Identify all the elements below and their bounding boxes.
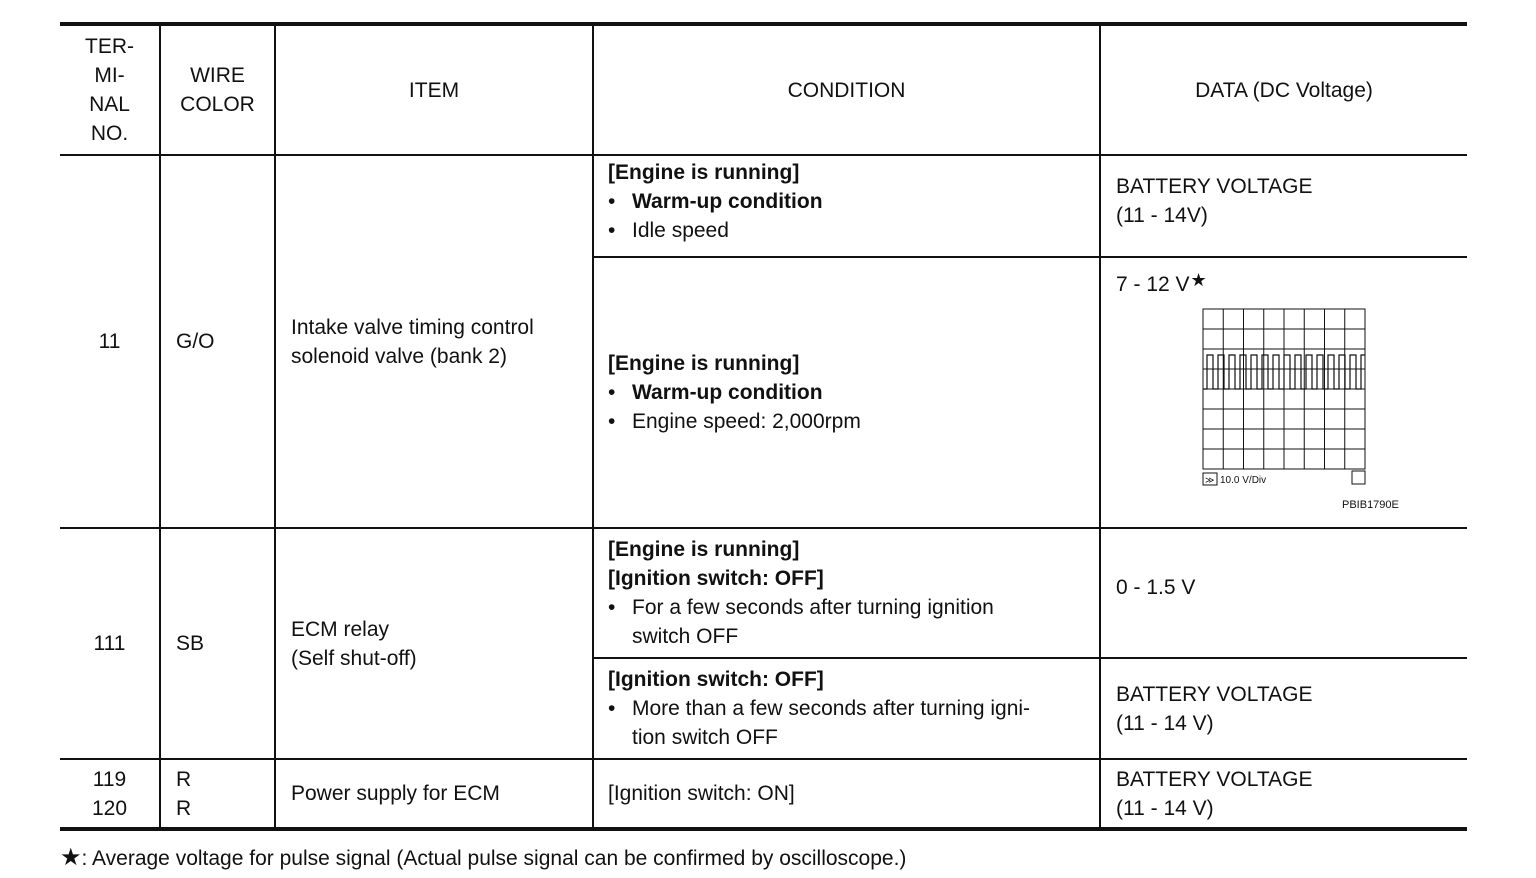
condition-cell [593, 528, 1100, 658]
pulse-trace [1203, 355, 1365, 389]
bullet-text: Warm-up condition [632, 190, 823, 213]
item-cell: Power supply for ECM [275, 759, 593, 829]
wire-color-cell: SB [160, 528, 275, 759]
bullet-glyph: • [608, 190, 616, 213]
item-line: (Self shut-off) [291, 646, 417, 670]
condition-title: [Ignition switch: OFF] [608, 668, 824, 691]
data-line: BATTERY VOLTAGE [1116, 767, 1313, 791]
scale-label: 10.0 V/Div [1220, 475, 1267, 486]
wire-color-cell [160, 759, 275, 829]
condition-cell [593, 257, 1100, 528]
header-wire-line: WIRE [190, 64, 245, 87]
data-cell [1100, 658, 1467, 759]
terminal-cell [60, 759, 160, 829]
data-line: BATTERY VOLTAGE [1116, 682, 1313, 706]
footnote-text: : Average voltage for pulse signal (Actual pulse signal can be confirmed by oscilloscope.) [81, 847, 907, 870]
condition-bullet [608, 187, 1085, 216]
ecm-terminal-table [60, 22, 1467, 831]
bullet-glyph: • [608, 697, 616, 720]
header-terminal-line: NO. [90, 122, 129, 145]
figure-code: PBIB1790E [1342, 499, 1399, 511]
header-item: ITEM [275, 24, 593, 155]
bullet-glyph: • [608, 410, 616, 433]
corner-box [1352, 471, 1365, 484]
header-data: DATA (DC Voltage) [1100, 24, 1467, 155]
bullet-line: More than a few seconds after turning igni- [632, 697, 1031, 720]
terminal-line: 119 [92, 767, 127, 791]
header-terminal-line: MI- [94, 64, 125, 87]
star-icon: ★ [60, 844, 82, 871]
wire-line: R [176, 767, 192, 791]
condition-bullet [608, 694, 1085, 752]
condition-title: [Engine is running] [608, 161, 800, 184]
waveform-figure [1101, 258, 1467, 511]
header-row [60, 24, 1467, 155]
header-wire-color [160, 24, 275, 155]
wire-line: R [176, 796, 192, 820]
terminal-cell: 111 [60, 528, 160, 759]
table-row [60, 155, 1467, 257]
scale-marker-icon: ≫ [1205, 476, 1215, 486]
header-terminal [60, 24, 160, 155]
bullet-text [632, 694, 1030, 752]
header-wire-line: COLOR [180, 93, 255, 116]
condition-bullet [608, 593, 1085, 651]
header-terminal-line: NAL [89, 93, 130, 116]
bullet-glyph: • [608, 596, 616, 619]
terminal-cell: 11 [60, 155, 160, 528]
condition-cell [593, 658, 1100, 759]
terminal-line: 120 [91, 796, 128, 820]
condition-cell [593, 155, 1100, 257]
footnote [60, 844, 906, 873]
item-line: Intake valve timing control [291, 315, 534, 339]
pulse-voltage-value [1116, 270, 1207, 299]
item-cell [275, 155, 593, 528]
condition-bullet [608, 216, 1085, 245]
bullet-line: switch OFF [632, 625, 739, 648]
bullet-glyph: • [608, 219, 616, 242]
bullet-line: For a few seconds after turning ignition [632, 596, 994, 619]
bullet-text: Engine speed: 2,000rpm [632, 410, 861, 433]
table-row [60, 759, 1467, 829]
condition-title: [Ignition switch: OFF] [608, 567, 824, 590]
voltage-text: 7 - 12 V [1116, 273, 1190, 296]
data-cell [1100, 257, 1467, 528]
wire-color-cell: G/O [160, 155, 275, 528]
data-line: BATTERY VOLTAGE [1116, 175, 1313, 198]
condition-bullet [608, 407, 1085, 436]
star-icon: ★ [1190, 270, 1207, 290]
header-condition: CONDITION [593, 24, 1100, 155]
item-line: solenoid valve (bank 2) [291, 344, 507, 368]
data-cell [1100, 759, 1467, 829]
data-line: (11 - 14V) [1116, 204, 1208, 227]
bullet-line: tion switch OFF [632, 726, 778, 749]
condition-title: [Engine is running] [608, 538, 800, 561]
condition-cell: [Ignition switch: ON] [593, 759, 1100, 829]
oscilloscope-waveform [1202, 308, 1368, 498]
item-line: ECM relay [291, 617, 390, 641]
data-line: (11 - 14 V) [1116, 711, 1214, 735]
data-cell [1100, 155, 1467, 257]
data-cell: 0 - 1.5 V [1100, 528, 1467, 658]
bullet-text [632, 593, 994, 651]
condition-bullet [608, 378, 1085, 407]
item-cell [275, 528, 593, 759]
table-row [60, 528, 1467, 658]
condition-title: [Engine is running] [608, 352, 800, 375]
data-line: (11 - 14 V) [1116, 796, 1214, 820]
header-terminal-line: TER- [85, 35, 134, 58]
bullet-text: Idle speed [632, 219, 729, 242]
bullet-text: Warm-up condition [632, 381, 823, 404]
bullet-glyph: • [608, 381, 616, 404]
